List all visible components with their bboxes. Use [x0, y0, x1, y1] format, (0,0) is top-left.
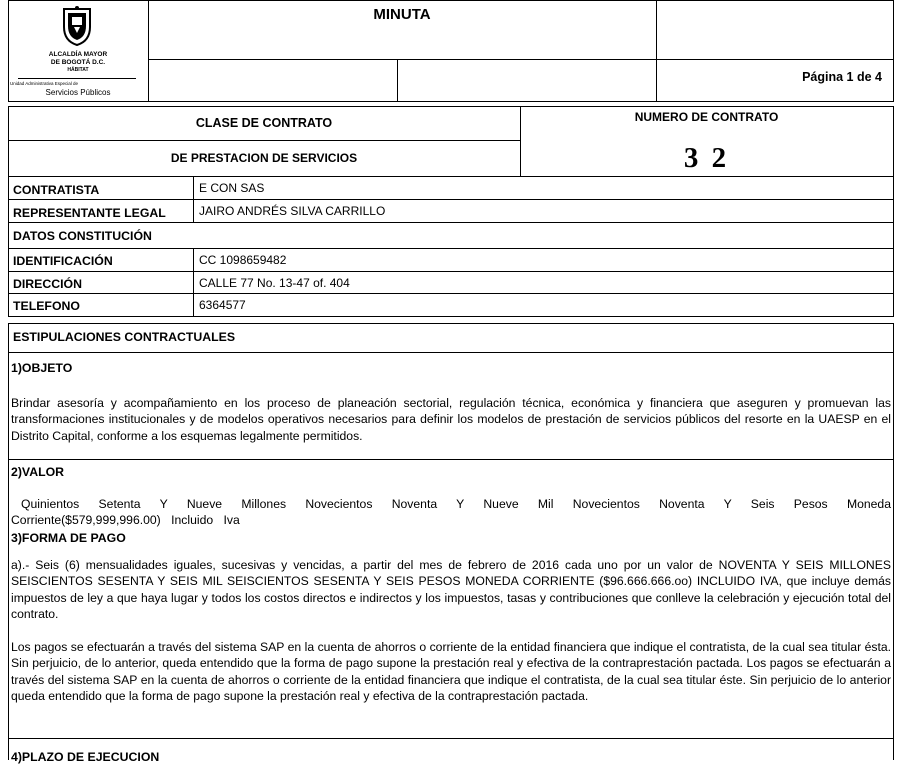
field-value-contratista: E CON SAS: [199, 181, 265, 195]
pago-text-1: a).- Seis (6) mensualidades iguales, sucesivas y vencidas, a partir del mes de febrero de 2016 cada uno por un valor de NOVENTA Y SEIS MILLONES SEISCIENTOS SESENTA Y SEIS MIL SEISCIENTOS SESENTA Y SEIS PESOS MONEDA CORRIENTE ($96.666.666.oo) INCLUIDO IVA, que incluye demás impuestos de ley a que haya lugar y todos los costos directos e indirectos y los impuestos, tasas y contribuciones que conlleve la celebración y ejecución total del contrato.: [11, 558, 891, 621]
field-value-telefono: 6364577: [199, 298, 246, 312]
contract-number-label: NUMERO DE CONTRATO: [634, 110, 779, 124]
field-label-identificacion: IDENTIFICACIÓN: [13, 254, 113, 268]
objeto-text: Brindar asesoría y acompañamiento en los proceso de planeación sectorial, regulación técnica, económica y financiera que aseguren y promuevan las transformaciones institucionales y de modelos operativos necesarios para definir los modelos de prestación de servicios públicos del resorte en la UAESP en el Distrito Capital, conforme a los esquemas legalmente permitidos.: [11, 396, 891, 443]
field-value-direccion: CALLE 77 No. 13-47 of. 404: [199, 276, 350, 290]
field-label-datos-constitucion: DATOS CONSTITUCIÓN: [13, 229, 152, 243]
unit-name: Servicios Públicos: [45, 88, 111, 97]
contract-class-value: DE PRESTACION DE SERVICIOS: [170, 151, 358, 165]
field-label-contratista: CONTRATISTA: [13, 183, 100, 197]
entity-line-3: HÁBITAT: [67, 67, 89, 73]
logo-divider: [18, 78, 136, 79]
field-label-representante: REPRESENTANTE LEGAL: [13, 206, 166, 220]
pago-text-2: Los pagos se efectuarán a través del sistema SAP en la cuenta de ahorros o corriente de la entidad financiera que indique el contratista, de la cual sea titular ésta. Sin perjuicio, de lo anterior, queda entendido que la forma de pago supone la prestación real y efectiva de la contraprestación pactada. Los pagos se efectuarán a través del sistema SAP en la cuenta de ahorros o corriente de la entidad financiera que indique el contratista, de la cual sea titular éste. Sin perjuicio de lo anterior queda entendido que la forma de pago supone la prestación real y efectiva de la contraprestación pactada.: [11, 640, 891, 703]
field-value-identificacion: CC 1098659482: [199, 253, 287, 267]
unit-small-text: Unidad Administrativa Especial de: [10, 81, 79, 86]
field-label-telefono: TELEFONO: [13, 299, 80, 313]
page-indicator: Página 1 de 4: [802, 70, 882, 84]
plazo-heading: 4)PLAZO DE EJECUCION: [11, 750, 160, 764]
entity-line-2: DE BOGOTÁ D.C.: [50, 59, 106, 66]
pago-heading: 3)FORMA DE PAGO: [11, 531, 126, 545]
contract-number-value: 3 2: [683, 142, 730, 174]
valor-text: Quinientos Setenta Y Nueve Millones Novecientos Noventa Y Nueve Mil Novecientos Noventa Y Seis Pesos Moneda Corriente($579,999,996.00) Incluido Iva: [11, 497, 891, 528]
field-value-representante: JAIRO ANDRÉS SILVA CARRILLO: [199, 204, 386, 218]
contract-class-label: CLASE DE CONTRATO: [195, 116, 333, 130]
bogota-coat-of-arms-icon: [60, 5, 94, 47]
document-title: MINUTA: [373, 6, 431, 23]
stipulations-heading: ESTIPULACIONES CONTRACTUALES: [13, 330, 236, 344]
field-label-direccion: DIRECCIÓN: [13, 277, 83, 291]
objeto-heading: 1)OBJETO: [11, 361, 73, 375]
valor-heading: 2)VALOR: [11, 465, 65, 479]
entity-line-1: ALCALDÍA MAYOR: [48, 51, 108, 58]
